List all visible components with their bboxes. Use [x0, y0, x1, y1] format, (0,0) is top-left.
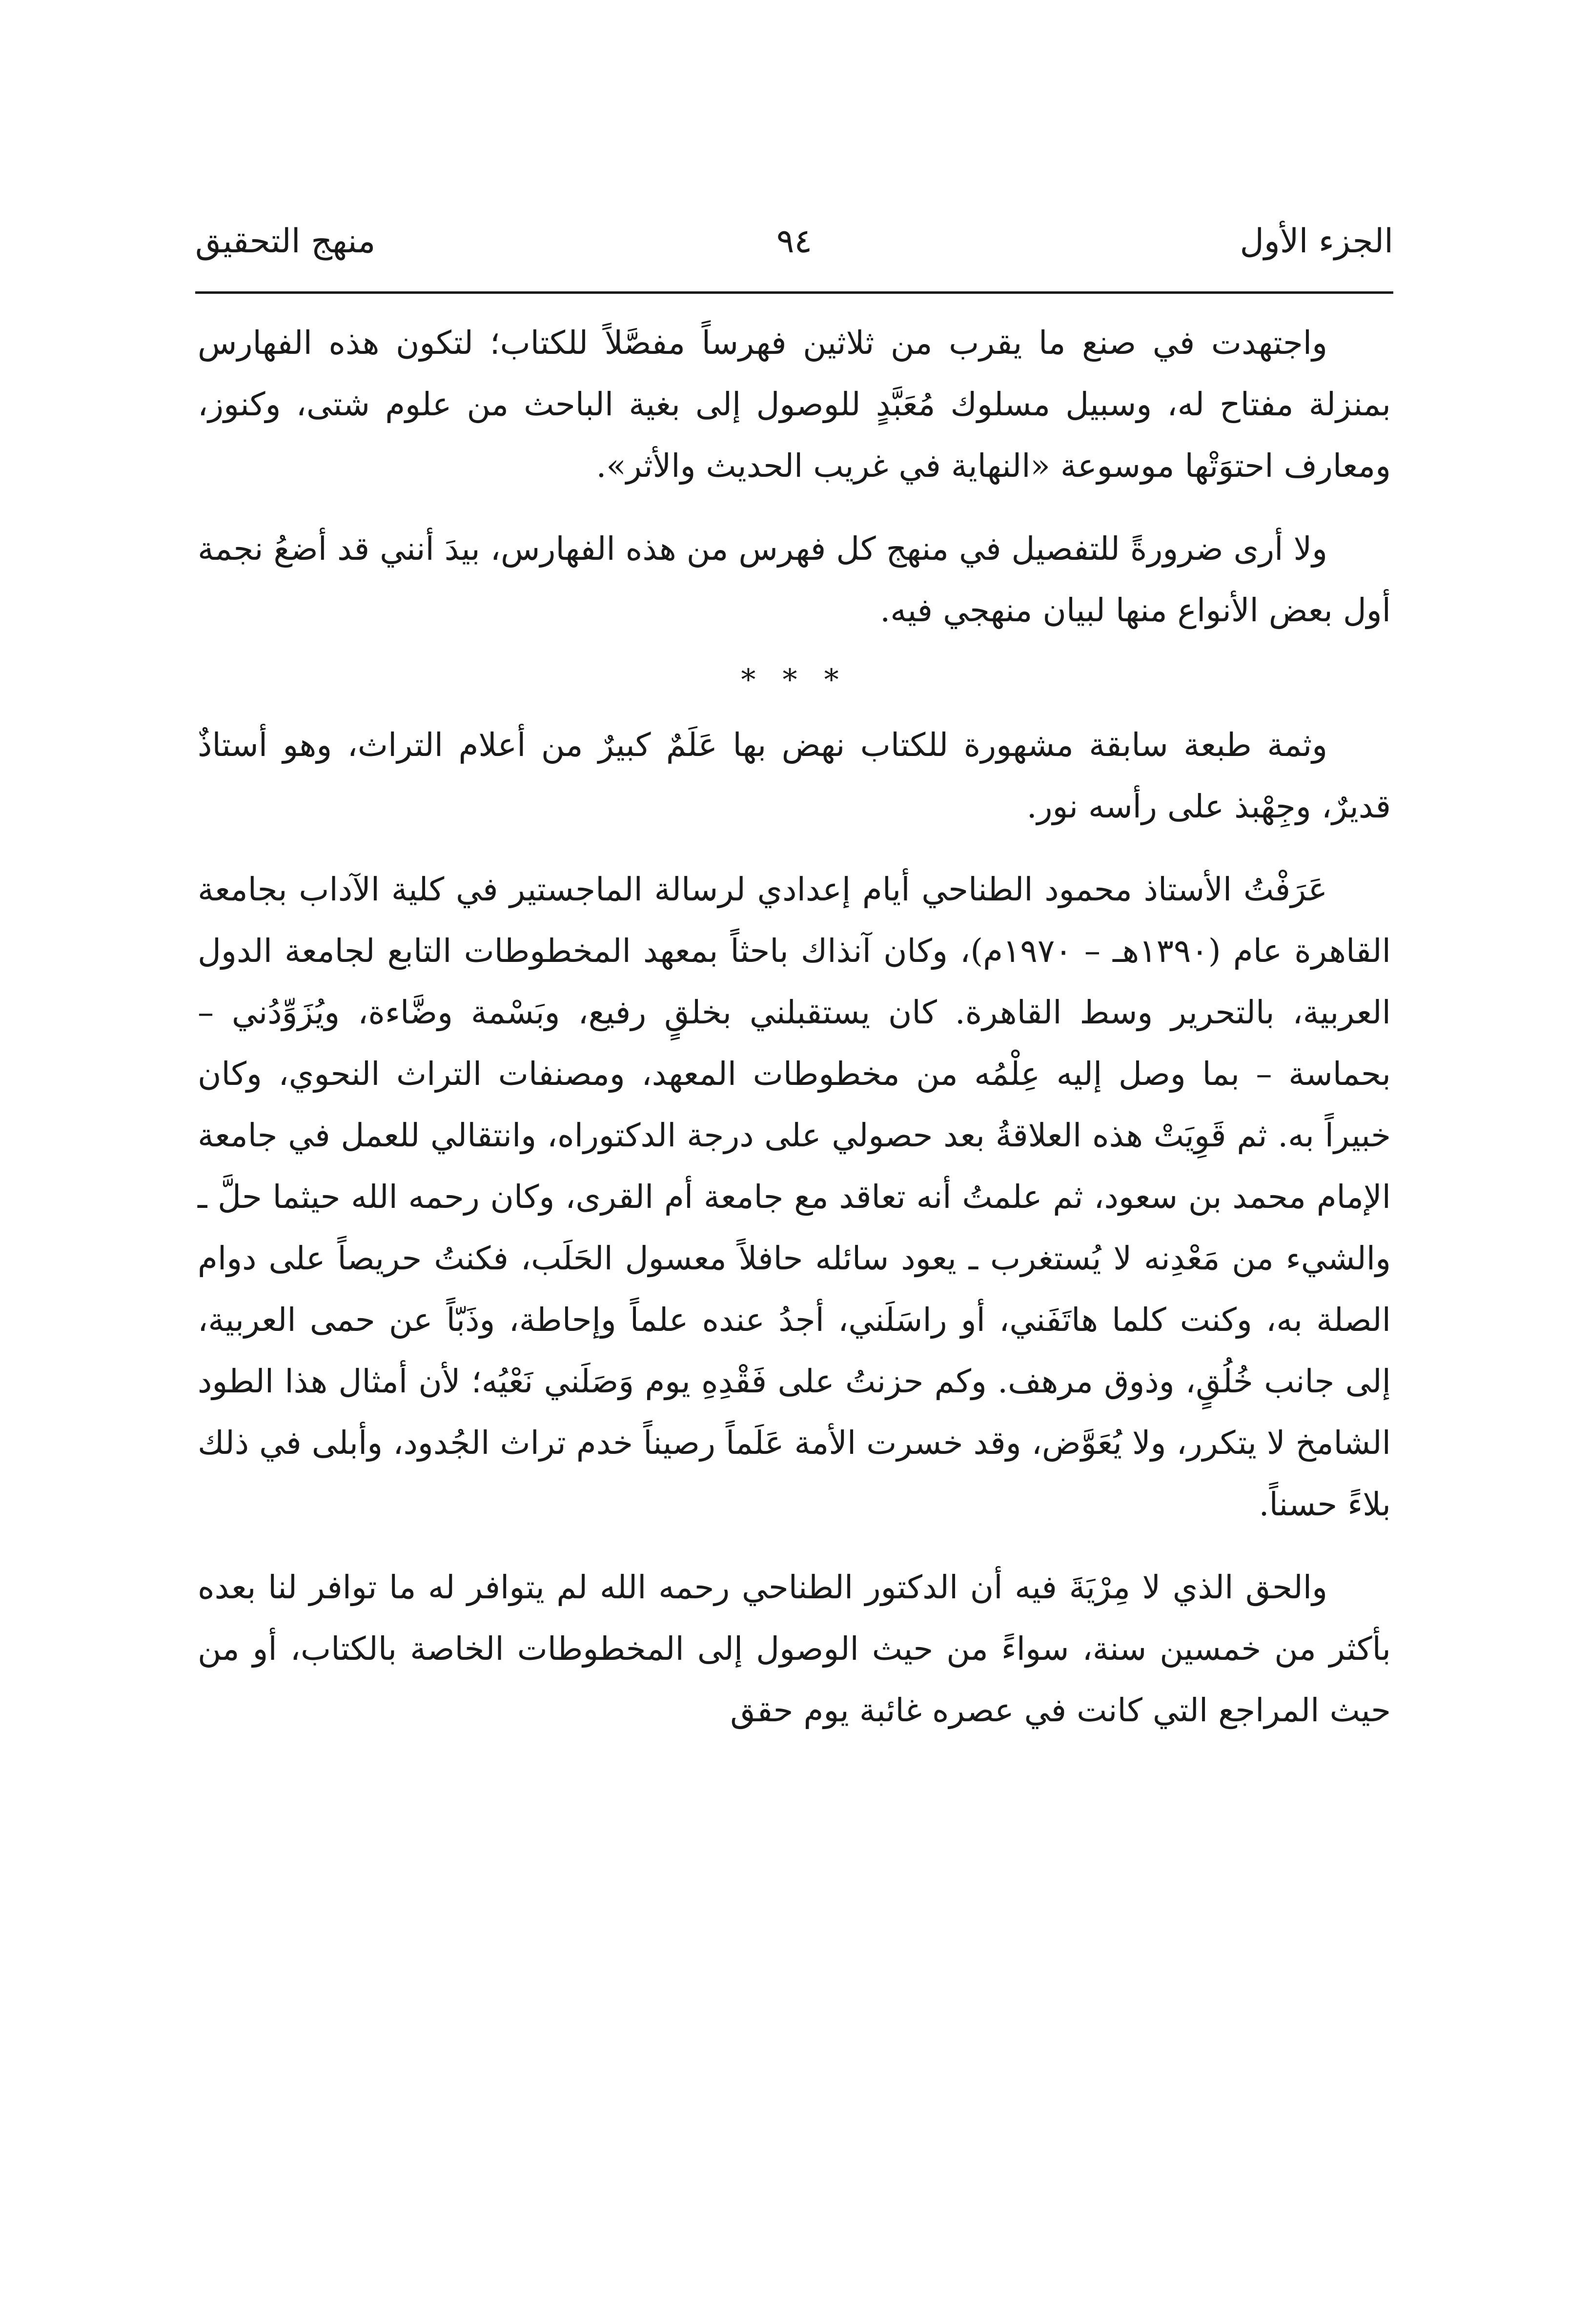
- paragraph-previous-edition: وثمة طبعة سابقة مشهورة للكتاب نهض بها عَلَمٌ كبيرٌ من أعلام التراث، وهو أستاذٌ قديرٌ، وجِهْبذ على رأسه نور.: [198, 726, 1391, 825]
- paragraph-tanahi-biography: عَرَفْتُ الأستاذ محمود الطناحي أيام إعدادي لرسالة الماجستير في كلية الآداب بجامعة القاهرة عام (١٣٩٠هـ – ١٩٧٠م)، وكان آنذاك باحثاً بمعهد المخطوطات التابع لجامعة الدول العربية، بالتحرير وسط القاهرة. كان يستقبلني بخلقٍ رفيع، وبَسْمة وضَّاءة، ويُزَوِّدُني – بحماسة – بما وصل إليه عِلْمُه من مخطوطات المعهد، ومصنفات التراث النحوي، وكان خبيراً به. ثم قَوِيَتْ هذه العلاقةُ بعد حصولي على درجة الدكتوراه، وانتقالي للعمل في جامعة الإمام محمد بن سعود، ثم علمتُ أنه تعاقد مع جامعة أم القرى، وكان رحمه الله حيثما حلَّ ـ والشيء من مَعْدِنه لا يُستغرب ـ يعود سائله حافلاً معسول الحَلَب، فكنتُ حريصاً على دوام الصلة به، وكنت كلما هاتَفَني، أو راسَلَني، أجدُ عنده علماً وإحاطة، وذَبّاً عن حمى العربية، إلى جانب خُلُقٍ، وذوق مرهف. وكم حزنتُ على فَقْدِهِ يوم وَصَلَني نَعْيُه؛ لأن أمثال هذا الطود الشامخ لا يتكرر، ولا يُعَوَّض، وقد خسرت الأمة عَلَماً رصيناً خدم تراث الجُدود، وأبلى في ذلك بلاءً حسناً.: [198, 871, 1391, 1523]
- book-title: منهج التحقيق: [195, 222, 376, 261]
- part-label: الجزء الأول: [1240, 222, 1393, 261]
- body-text: [198, 312, 1391, 1741]
- page-number: ٩٤: [776, 222, 813, 261]
- header-rule: [195, 291, 1393, 294]
- paragraph-method: ولا أرى ضرورةً للتفصيل في منهج كل فهرس من هذه الفهارس، بيدَ أنني قد أضعُ نجمة أول بعض الأنواع منها لبيان منهجي فيه.: [198, 530, 1391, 629]
- paragraph-truth: والحق الذي لا مِرْيَةَ فيه أن الدكتور الطناحي رحمه الله لم يتوافر له ما توافر لنا بعده بأكثر من خمسين سنة، سواءً من حيث الوصول إلى المخطوطات الخاصة بالكتاب، أو من حيث المراجع التي كانت في عصره غائبة يوم حقق: [198, 1569, 1391, 1729]
- running-header: [195, 203, 1393, 281]
- section-separator: * * *: [741, 663, 848, 697]
- paragraph-indexes: واجتهدت في صنع ما يقرب من ثلاثين فهرساً مفصَّلاً للكتاب؛ لتكون هذه الفهارس بمنزلة مفتاح له، وسبيل مسلوك مُعَبَّدٍ للوصول إلى بغية الباحث من علوم شتى، وكنوز، ومعارف احتوَتْها موسوعة «النهاية في غريب الحديث والأثر».: [198, 324, 1391, 485]
